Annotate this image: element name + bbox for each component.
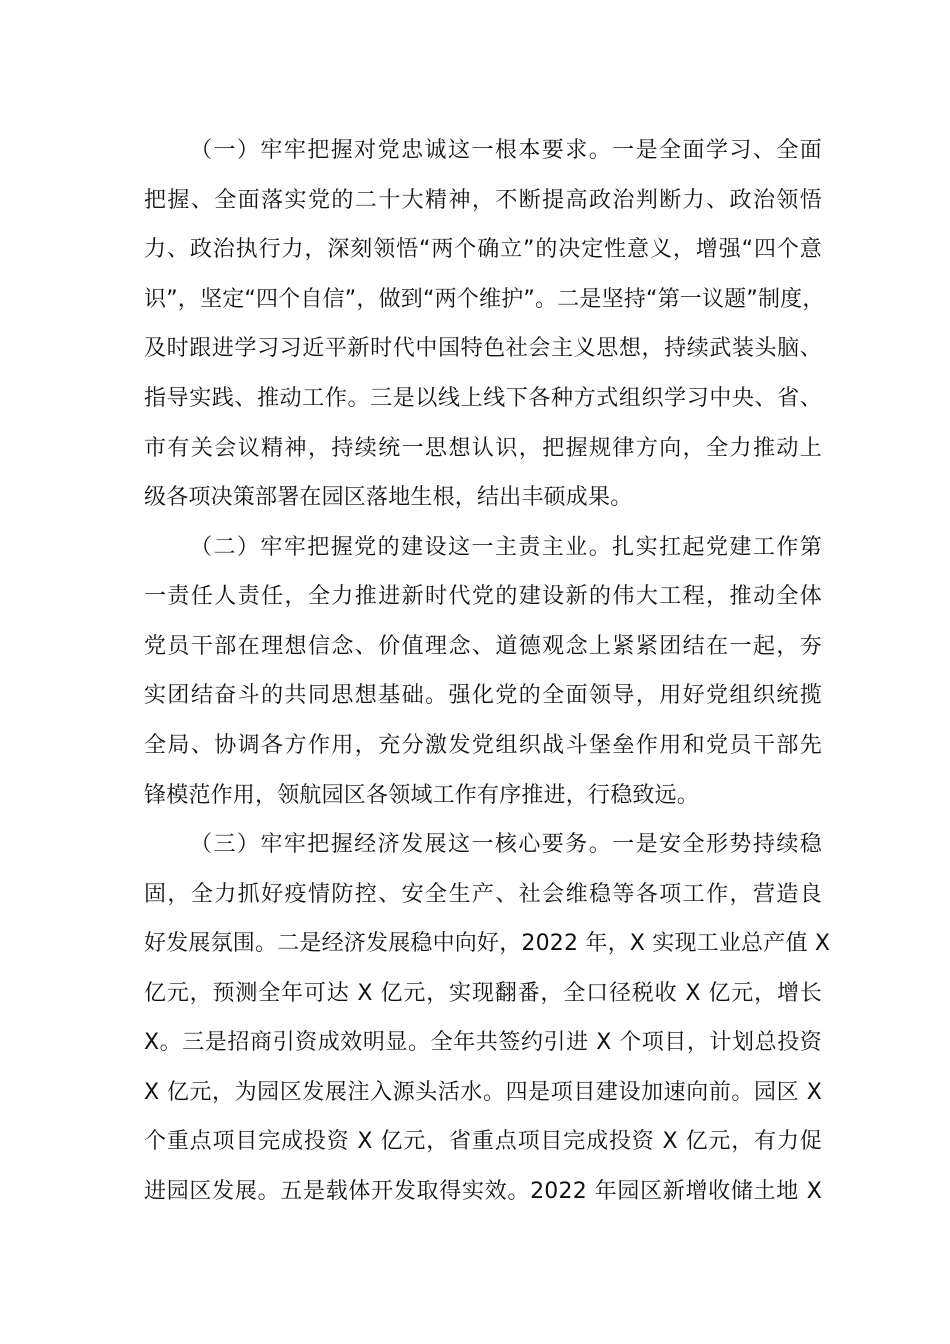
text-line: 全局、协调各方作用，充分激发党组织战斗堡垒作用和党员干部先 <box>144 733 822 758</box>
text-line: 好发展氛围。二是经济发展稳中向好，2022 年，X 实现工业总产值 X <box>144 931 831 956</box>
text-line: 力、政治执行力，深刻领悟“两个确立”的决定性意义，增强“四个意 <box>144 237 822 262</box>
text-line: X 亿元，为园区发展注入源头活水。四是项目建设加速向前。园区 X <box>144 1080 822 1105</box>
text-line: （一）牢牢把握对党忠诚这一根本要求。一是全面学习、全面 <box>190 138 822 163</box>
text-line: 进园区发展。五是载体开发取得实效。2022 年园区新增收储土地 X <box>144 1179 822 1204</box>
text-line: 个重点项目完成投资 X 亿元，省重点项目完成投资 X 亿元，有力促 <box>144 1129 822 1154</box>
text-line: X。三是招商引资成效明显。全年共签约引进 X 个项目，计划总投资 <box>144 1030 822 1055</box>
text-line: 锋模范作用，领航园区各领域工作有序推进，行稳致远。 <box>144 783 700 808</box>
text-line: 党员干部在理想信念、价值理念、道德观念上紧紧团结在一起，夯 <box>144 634 822 659</box>
text-line: （二）牢牢把握党的建设这一主责主业。扎实扛起党建工作第 <box>190 535 822 560</box>
text-line: 实团结奋斗的共同思想基础。强化党的全面领导，用好党组织统揽 <box>144 683 822 708</box>
text-line: 市有关会议精神，持续统一思想认识，把握规律方向，全力推动上 <box>144 436 822 461</box>
text-line: 一责任人责任，全力推进新时代党的建设新的伟大工程，推动全体 <box>144 584 822 609</box>
text-line: 识”，坚定“四个自信”，做到“两个维护”。二是坚持“第一议题”制度， <box>144 287 825 312</box>
text-line: 把握、全面落实党的二十大精神，不断提高政治判断力、政治领悟 <box>144 188 822 213</box>
text-line: 级各项决策部署在园区落地生根，结出丰硕成果。 <box>144 485 633 510</box>
text-line: （三）牢牢把握经济发展这一核心要务。一是安全形势持续稳 <box>190 832 822 857</box>
text-line: 亿元，预测全年可达 X 亿元，实现翻番，全口径税收 X 亿元，增长 <box>144 981 822 1006</box>
text-line: 及时跟进学习习近平新时代中国特色社会主义思想，持续武装头脑、 <box>144 336 822 361</box>
text-line: 固，全力抓好疫情防控、安全生产、社会维稳等各项工作，营造良 <box>144 882 822 907</box>
text-line: 指导实践、推动工作。三是以线上线下各种方式组织学习中央、省、 <box>144 386 822 411</box>
